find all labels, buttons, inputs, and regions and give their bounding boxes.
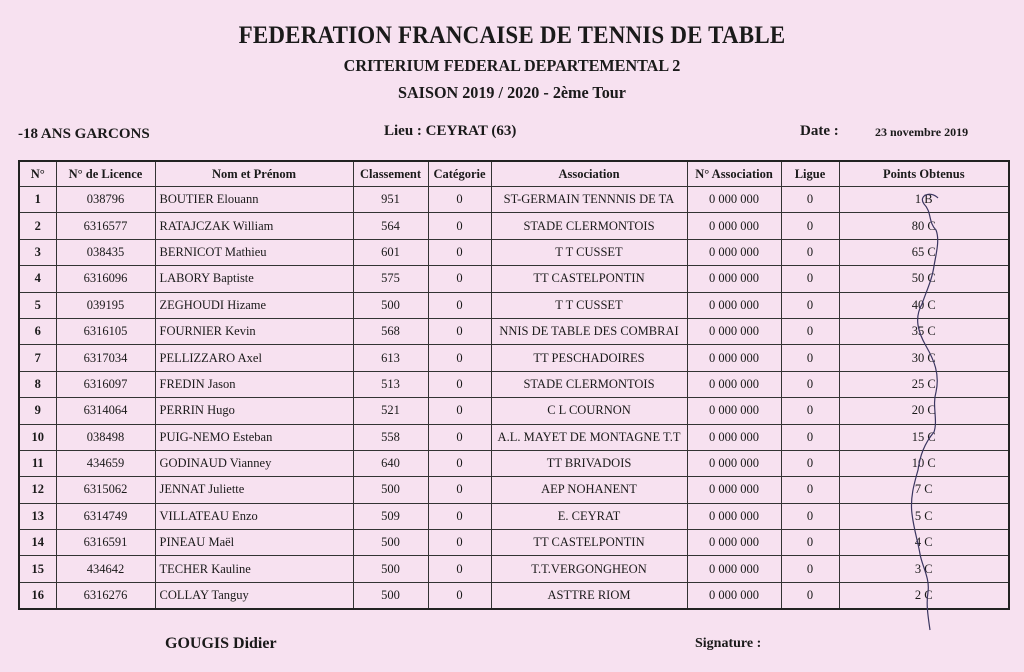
ligue-cell: 0 (781, 266, 839, 292)
ligue-cell: 0 (781, 187, 839, 213)
col-header-no: N° (19, 161, 56, 187)
categorie-cell: 0 (428, 318, 491, 344)
points-obtained-cell: 15 C (839, 424, 1009, 450)
licence-number-cell: 039195 (56, 292, 155, 318)
classement-cell: 500 (353, 582, 428, 609)
association-number-cell: 0 000 000 (687, 239, 781, 265)
association-number-cell: 0 000 000 (687, 503, 781, 529)
row-number-cell: 4 (19, 266, 56, 292)
licence-number-cell: 6314064 (56, 398, 155, 424)
categorie-cell: 0 (428, 345, 491, 371)
points-obtained-cell: 2 C (839, 582, 1009, 609)
categorie-cell: 0 (428, 450, 491, 476)
licence-number-cell: 434659 (56, 450, 155, 476)
ligue-cell: 0 (781, 450, 839, 476)
col-header-classement: Classement (353, 161, 428, 187)
categorie-cell: 0 (428, 292, 491, 318)
association-number-cell: 0 000 000 (687, 345, 781, 371)
row-number-cell: 9 (19, 398, 56, 424)
col-header-points: Points Obtenus (839, 161, 1009, 187)
classement-cell: 951 (353, 187, 428, 213)
row-number-cell: 1 (19, 187, 56, 213)
results-table (18, 160, 1010, 610)
points-obtained-cell: 1 B (839, 187, 1009, 213)
player-name-cell: ZEGHOUDI Hizame (155, 292, 353, 318)
association-number-cell: 0 000 000 (687, 556, 781, 582)
licence-number-cell: 6316577 (56, 213, 155, 239)
association-cell: AEP NOHANENT (491, 477, 687, 503)
points-obtained-cell: 40 C (839, 292, 1009, 318)
row-number-cell: 13 (19, 503, 56, 529)
row-number-cell: 2 (19, 213, 56, 239)
classement-cell: 575 (353, 266, 428, 292)
points-obtained-cell: 20 C (839, 398, 1009, 424)
points-obtained-cell: 80 C (839, 213, 1009, 239)
classement-cell: 500 (353, 477, 428, 503)
document-title: FEDERATION FRANCAISE DE TENNIS DE TABLE (238, 22, 786, 49)
classement-cell: 564 (353, 213, 428, 239)
player-name-cell: PINEAU Maël (155, 530, 353, 556)
player-name-cell: RATAJCZAK William (155, 213, 353, 239)
table-row (19, 424, 1009, 450)
date-value: 23 novembre 2019 (875, 125, 969, 139)
table-row (19, 477, 1009, 503)
association-cell: T T CUSSET (491, 292, 687, 318)
ligue-cell: 0 (781, 556, 839, 582)
classement-cell: 568 (353, 318, 428, 344)
association-cell: STADE CLERMONTOIS (491, 213, 687, 239)
association-cell: T T CUSSET (491, 239, 687, 265)
classement-cell: 601 (353, 239, 428, 265)
association-number-cell: 0 000 000 (687, 318, 781, 344)
points-obtained-cell: 5 C (839, 503, 1009, 529)
ligue-cell: 0 (781, 371, 839, 397)
player-name-cell: PELLIZZARO Axel (155, 345, 353, 371)
association-cell: NNIS DE TABLE DES COMBRAI (491, 318, 687, 344)
row-number-cell: 5 (19, 292, 56, 318)
table-row (19, 503, 1009, 529)
association-number-cell: 0 000 000 (687, 582, 781, 609)
association-number-cell: 0 000 000 (687, 477, 781, 503)
player-name-cell: FREDIN Jason (155, 371, 353, 397)
table-row (19, 398, 1009, 424)
licence-number-cell: 6315062 (56, 477, 155, 503)
ligue-cell: 0 (781, 345, 839, 371)
points-obtained-cell: 7 C (839, 477, 1009, 503)
table-row (19, 239, 1009, 265)
licence-number-cell: 038498 (56, 424, 155, 450)
categorie-cell: 0 (428, 187, 491, 213)
association-number-cell: 0 000 000 (687, 371, 781, 397)
licence-number-cell: 434642 (56, 556, 155, 582)
licence-number-cell: 6316097 (56, 371, 155, 397)
ligue-cell: 0 (781, 213, 839, 239)
points-obtained-cell: 25 C (839, 371, 1009, 397)
categorie-cell: 0 (428, 530, 491, 556)
association-number-cell: 0 000 000 (687, 266, 781, 292)
table-row (19, 450, 1009, 476)
points-obtained-cell: 35 C (839, 318, 1009, 344)
player-name-cell: VILLATEAU Enzo (155, 503, 353, 529)
table-row (19, 187, 1009, 213)
association-number-cell: 0 000 000 (687, 292, 781, 318)
licence-number-cell: 6316105 (56, 318, 155, 344)
table-row (19, 371, 1009, 397)
licence-number-cell: 038435 (56, 239, 155, 265)
location: Lieu : CEYRAT (63) (384, 123, 517, 139)
date-label: Date : (800, 123, 839, 139)
table-row (19, 582, 1009, 609)
points-obtained-cell: 30 C (839, 345, 1009, 371)
association-cell: TT PESCHADOIRES (491, 345, 687, 371)
categorie-cell: 0 (428, 503, 491, 529)
categorie-cell: 0 (428, 239, 491, 265)
col-header-licence: N° de Licence (56, 161, 155, 187)
player-name-cell: FOURNIER Kevin (155, 318, 353, 344)
row-number-cell: 10 (19, 424, 56, 450)
classement-cell: 513 (353, 371, 428, 397)
col-header-association: Association (491, 161, 687, 187)
row-number-cell: 6 (19, 318, 56, 344)
ligue-cell: 0 (781, 503, 839, 529)
ligue-cell: 0 (781, 477, 839, 503)
association-number-cell: 0 000 000 (687, 530, 781, 556)
association-number-cell: 0 000 000 (687, 424, 781, 450)
player-name-cell: BOUTIER Elouann (155, 187, 353, 213)
association-cell: T.T.VERGONGHEON (491, 556, 687, 582)
classement-cell: 613 (353, 345, 428, 371)
licence-number-cell: 038796 (56, 187, 155, 213)
player-name-cell: TECHER Kauline (155, 556, 353, 582)
row-number-cell: 11 (19, 450, 56, 476)
player-name-cell: PUIG-NEMO Esteban (155, 424, 353, 450)
ligue-cell: 0 (781, 318, 839, 344)
referee-name: GOUGIS Didier (165, 635, 277, 652)
association-cell: STADE CLERMONTOIS (491, 371, 687, 397)
association-number-cell: 0 000 000 (687, 398, 781, 424)
association-cell: C L COURNON (491, 398, 687, 424)
association-number-cell: 0 000 000 (687, 450, 781, 476)
points-obtained-cell: 65 C (839, 239, 1009, 265)
row-number-cell: 14 (19, 530, 56, 556)
association-cell: E. CEYRAT (491, 503, 687, 529)
document-subtitle: CRITERIUM FEDERAL DEPARTEMENTAL 2 (343, 56, 681, 75)
col-header-num-association: N° Association (687, 161, 781, 187)
licence-number-cell: 6316276 (56, 582, 155, 609)
table-row (19, 292, 1009, 318)
points-obtained-cell: 3 C (839, 556, 1009, 582)
table-row (19, 213, 1009, 239)
classement-cell: 509 (353, 503, 428, 529)
association-number-cell: 0 000 000 (687, 213, 781, 239)
ligue-cell: 0 (781, 398, 839, 424)
col-header-categorie: Catégorie (428, 161, 491, 187)
header-row (19, 161, 1009, 187)
classement-cell: 521 (353, 398, 428, 424)
player-name-cell: LABORY Baptiste (155, 266, 353, 292)
row-number-cell: 16 (19, 582, 56, 609)
licence-number-cell: 6317034 (56, 345, 155, 371)
ligue-cell: 0 (781, 292, 839, 318)
categorie-cell: 0 (428, 371, 491, 397)
categorie-cell: 0 (428, 398, 491, 424)
player-name-cell: JENNAT Juliette (155, 477, 353, 503)
player-name-cell: BERNICOT Mathieu (155, 239, 353, 265)
licence-number-cell: 6316096 (56, 266, 155, 292)
ligue-cell: 0 (781, 239, 839, 265)
row-number-cell: 3 (19, 239, 56, 265)
categorie-cell: 0 (428, 582, 491, 609)
row-number-cell: 7 (19, 345, 56, 371)
categorie-cell: 0 (428, 213, 491, 239)
classement-cell: 500 (353, 530, 428, 556)
table-row (19, 318, 1009, 344)
association-cell: TT CASTELPONTIN (491, 266, 687, 292)
row-number-cell: 12 (19, 477, 56, 503)
ligue-cell: 0 (781, 582, 839, 609)
age-category: -18 ANS GARCONS (18, 126, 150, 142)
association-cell: A.L. MAYET DE MONTAGNE T.T (491, 424, 687, 450)
classement-cell: 640 (353, 450, 428, 476)
table-row (19, 556, 1009, 582)
signature-label: Signature : (695, 636, 762, 651)
player-name-cell: PERRIN Hugo (155, 398, 353, 424)
classement-cell: 500 (353, 556, 428, 582)
association-cell: ST-GERMAIN TENNNIS DE TA (491, 187, 687, 213)
classement-cell: 558 (353, 424, 428, 450)
row-number-cell: 8 (19, 371, 56, 397)
points-obtained-cell: 10 C (839, 450, 1009, 476)
association-cell: TT CASTELPONTIN (491, 530, 687, 556)
categorie-cell: 0 (428, 266, 491, 292)
row-number-cell: 15 (19, 556, 56, 582)
player-name-cell: GODINAUD Vianney (155, 450, 353, 476)
association-cell: ASTTRE RIOM (491, 582, 687, 609)
classement-cell: 500 (353, 292, 428, 318)
points-obtained-cell: 50 C (839, 266, 1009, 292)
col-header-ligue: Ligue (781, 161, 839, 187)
points-obtained-cell: 4 C (839, 530, 1009, 556)
ligue-cell: 0 (781, 530, 839, 556)
categorie-cell: 0 (428, 477, 491, 503)
association-number-cell: 0 000 000 (687, 187, 781, 213)
table-row (19, 266, 1009, 292)
licence-number-cell: 6316591 (56, 530, 155, 556)
categorie-cell: 0 (428, 556, 491, 582)
col-header-name: Nom et Prénom (155, 161, 353, 187)
licence-number-cell: 6314749 (56, 503, 155, 529)
season-label: SAISON 2019 / 2020 - 2ème Tour (398, 83, 626, 102)
table-row (19, 345, 1009, 371)
association-cell: TT BRIVADOIS (491, 450, 687, 476)
categorie-cell: 0 (428, 424, 491, 450)
player-name-cell: COLLAY Tanguy (155, 582, 353, 609)
table-row (19, 530, 1009, 556)
ligue-cell: 0 (781, 424, 839, 450)
